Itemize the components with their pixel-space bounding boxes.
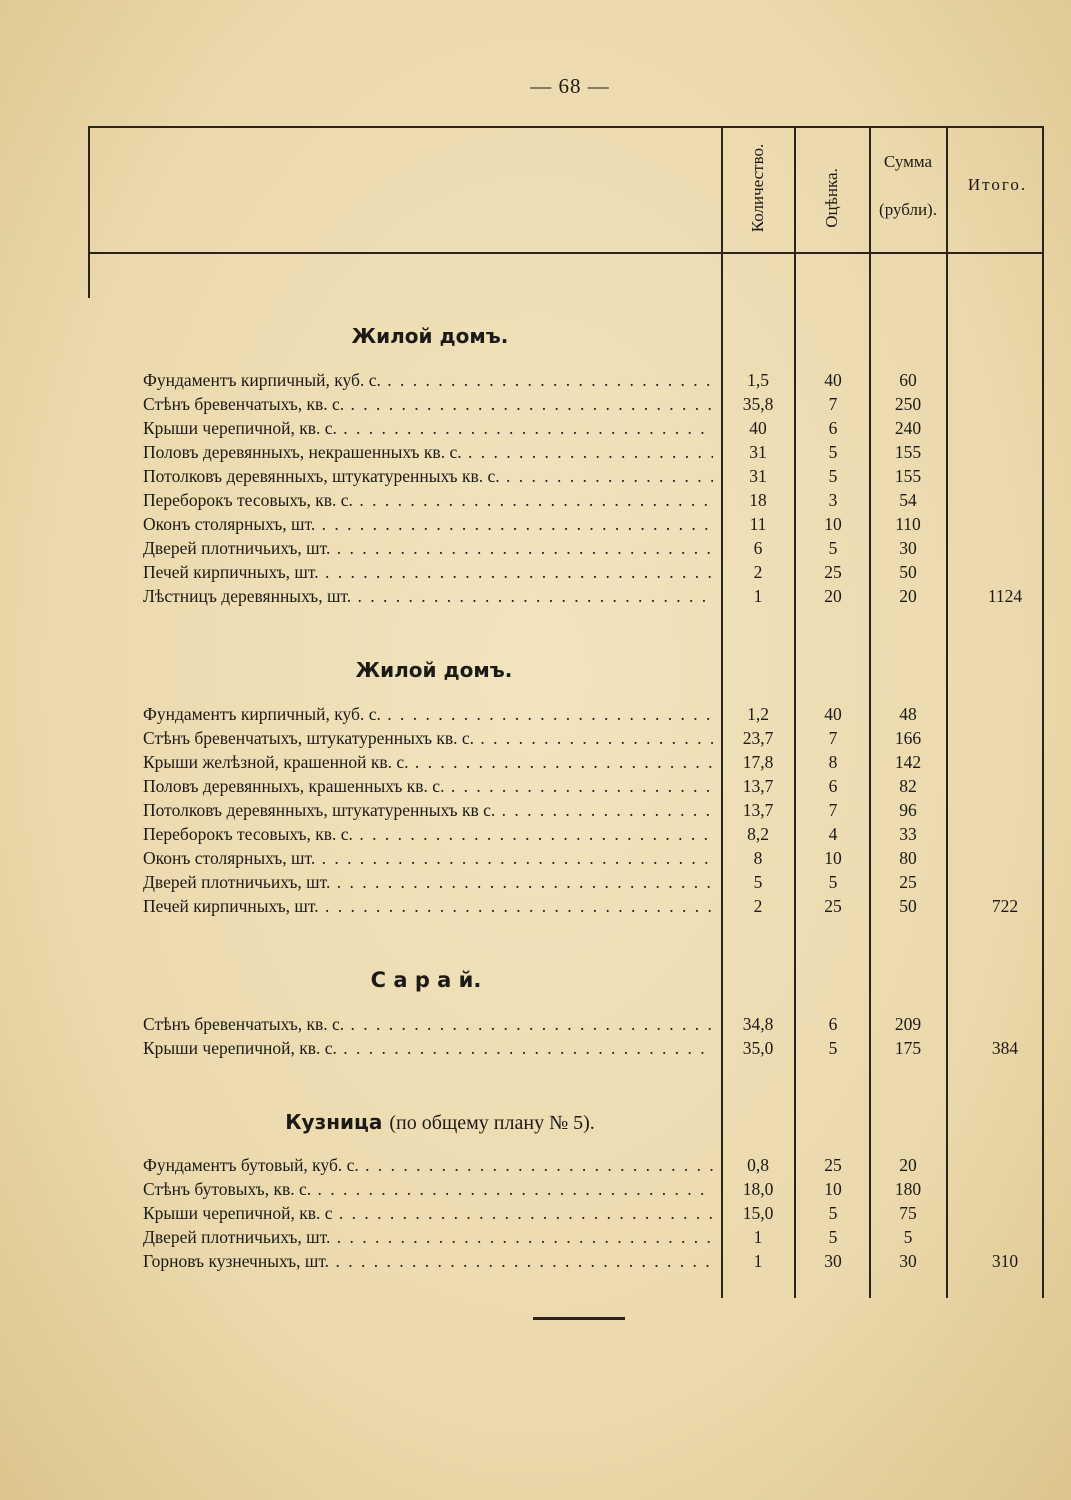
estimate-value: 6 <box>828 776 838 796</box>
estimate-value: 5 <box>828 442 838 462</box>
quantity-value: 5 <box>753 872 763 892</box>
estimate-value: 40 <box>824 704 842 724</box>
quantity-value: 40 <box>749 418 767 438</box>
sum-value: 175 <box>894 1038 922 1058</box>
sum-value: 110 <box>895 514 921 534</box>
sum-value: 80 <box>899 848 917 868</box>
section-title-note: (по общему плану № 5). <box>389 1112 595 1134</box>
table-row <box>0 824 1071 848</box>
quantity-value: 31 <box>749 442 767 462</box>
estimate-value: 25 <box>824 562 842 582</box>
quantity-value: 13,7 <box>742 800 774 820</box>
table-row <box>0 1251 1071 1275</box>
table-row <box>0 538 1071 562</box>
table-row <box>0 896 1071 920</box>
quantity-value: 35,8 <box>742 394 774 414</box>
estimate-value: 5 <box>828 1227 838 1247</box>
section-title: Жилой домъ. <box>351 324 509 348</box>
item-name: Фундаментъ кирпичный, куб. с. . . . <box>143 704 713 725</box>
sum-value: 166 <box>894 728 922 748</box>
table-row <box>0 1203 1071 1227</box>
estimate-value: 5 <box>828 872 838 892</box>
estimate-value: 7 <box>828 800 838 820</box>
estimate-value: 7 <box>828 728 838 748</box>
estimate-value: 20 <box>824 586 842 606</box>
table-row <box>0 1038 1071 1062</box>
estimate-value: 7 <box>828 394 838 414</box>
item-name: Печей кирпичныхъ, шт. . . . <box>143 562 713 583</box>
closing-rule <box>533 1317 625 1320</box>
quantity-value: 11 <box>749 514 767 534</box>
table-row <box>0 562 1071 586</box>
quantity-value: 1 <box>753 1251 763 1271</box>
quantity-value: 6 <box>753 538 763 558</box>
sum-value: 96 <box>899 800 917 820</box>
item-name: Переборокъ тесовыхъ, кв. с. . . . <box>143 824 713 845</box>
item-name: Стѣнъ бревенчатыхъ, кв. с. . . . <box>143 1014 713 1035</box>
quantity-value: 34,8 <box>742 1014 774 1034</box>
item-name: Крыши желѣзной, крашенной кв. с. . . . <box>143 752 713 773</box>
estimate-value: 5 <box>828 1203 838 1223</box>
sum-value: 33 <box>899 824 917 844</box>
sum-value: 142 <box>894 752 922 772</box>
table-row <box>0 1227 1071 1251</box>
quantity-value: 23,7 <box>742 728 774 748</box>
quantity-value: 2 <box>753 896 763 916</box>
table-row <box>0 1014 1071 1038</box>
section-title: С а р а й. <box>370 968 482 992</box>
item-name: Оконъ столярныхъ, шт. . . . <box>143 848 713 869</box>
item-name: Переборокъ тесовыхъ, кв. с. . . . <box>143 490 713 511</box>
quantity-value: 15,0 <box>742 1203 774 1223</box>
sum-value: 25 <box>899 872 917 892</box>
page-number: — 68 — <box>530 74 610 98</box>
quantity-value: 1,5 <box>747 370 769 390</box>
table-row <box>0 800 1071 824</box>
sum-value: 60 <box>899 370 917 390</box>
total-value: 722 <box>991 896 1019 916</box>
header-sum-line2: (рубли). <box>879 200 937 219</box>
header-quantity: Количество. <box>748 143 767 233</box>
header-total: Итого. <box>967 175 1028 194</box>
item-name: Дверей плотничьихъ, шт. . . . <box>143 872 713 893</box>
item-name: Стѣнъ бревенчатыхъ, кв. с. . . . <box>143 394 713 415</box>
quantity-value: 8 <box>753 848 763 868</box>
quantity-value: 31 <box>749 466 767 486</box>
item-name: Лѣстницъ деревянныхъ, шт. . . . <box>143 586 713 607</box>
quantity-value: 17,8 <box>742 752 774 772</box>
table-row <box>0 728 1071 752</box>
sum-value: 48 <box>899 704 917 724</box>
estimate-value: 5 <box>828 1038 838 1058</box>
sum-value: 250 <box>894 394 922 414</box>
sum-value: 30 <box>899 1251 917 1271</box>
table-top-rule <box>88 126 1043 128</box>
sum-value: 20 <box>899 586 917 606</box>
header-sum-line1: Сумма <box>883 152 933 171</box>
table-row <box>0 1179 1071 1203</box>
table-left-rule <box>88 126 90 298</box>
estimate-value: 5 <box>828 538 838 558</box>
item-name: Стѣнъ бутовыхъ, кв. с. . . . <box>143 1179 713 1200</box>
estimate-value: 30 <box>824 1251 842 1271</box>
quantity-value: 2 <box>753 562 763 582</box>
estimate-value: 6 <box>828 418 838 438</box>
estimate-value: 3 <box>828 490 838 510</box>
estimate-value: 10 <box>824 1179 842 1199</box>
table-row <box>0 514 1071 538</box>
estimate-value: 5 <box>828 466 838 486</box>
estimate-value: 8 <box>828 752 838 772</box>
sum-value: 50 <box>899 896 917 916</box>
item-name: Половъ деревянныхъ, крашенныхъ кв. с. . . . <box>143 776 713 797</box>
sum-value: 180 <box>894 1179 922 1199</box>
sum-value: 209 <box>894 1014 922 1034</box>
sum-value: 75 <box>899 1203 917 1223</box>
sum-value: 240 <box>894 418 922 438</box>
quantity-value: 8,2 <box>747 824 769 844</box>
item-name: Крыши черепичной, кв. с . . . <box>143 1203 713 1224</box>
sum-value: 54 <box>899 490 917 510</box>
item-name: Половъ деревянныхъ, некрашенныхъ кв. с. . . . <box>143 442 713 463</box>
quantity-value: 18,0 <box>742 1179 774 1199</box>
quantity-value: 18 <box>749 490 767 510</box>
sum-value: 155 <box>894 442 922 462</box>
sum-value: 50 <box>899 562 917 582</box>
sum-value: 82 <box>899 776 917 796</box>
total-value: 310 <box>991 1251 1019 1271</box>
section-title: Жилой домъ. <box>355 658 513 682</box>
table-row <box>0 442 1071 466</box>
quantity-value: 1 <box>753 586 763 606</box>
quantity-value: 13,7 <box>742 776 774 796</box>
item-name: Стѣнъ бревенчатыхъ, штукатуренныхъ кв. с. . . . <box>143 728 713 749</box>
item-name: Дверей плотничьихъ, шт. . . . <box>143 1227 713 1248</box>
table-row <box>0 752 1071 776</box>
item-name: Фундаментъ бутовый, куб. с. . . . <box>143 1155 713 1176</box>
sum-value: 155 <box>894 466 922 486</box>
table-row <box>0 1155 1071 1179</box>
quantity-value: 1 <box>753 1227 763 1247</box>
estimate-value: 25 <box>824 1155 842 1175</box>
sum-value: 20 <box>899 1155 917 1175</box>
table-row <box>0 370 1071 394</box>
item-name: Печей кирпичныхъ, шт. . . . <box>143 896 713 917</box>
estimate-value: 25 <box>824 896 842 916</box>
item-name: Дверей плотничьихъ, шт. . . . <box>143 538 713 559</box>
table-row <box>0 586 1071 610</box>
estimate-value: 10 <box>824 514 842 534</box>
total-value: 384 <box>991 1038 1019 1058</box>
estimate-value: 10 <box>824 848 842 868</box>
item-name: Горновъ кузнечныхъ, шт. . . . <box>143 1251 713 1272</box>
total-value: 1124 <box>987 586 1023 606</box>
table-row <box>0 418 1071 442</box>
quantity-value: 0,8 <box>747 1155 769 1175</box>
header-estimate: Оцѣнка. <box>822 168 841 228</box>
item-name: Оконъ столярныхъ, шт. . . . <box>143 514 713 535</box>
section-title <box>230 1110 650 1135</box>
table-row <box>0 848 1071 872</box>
table-row <box>0 704 1071 728</box>
table-row <box>0 394 1071 418</box>
table-row <box>0 776 1071 800</box>
table-row <box>0 872 1071 896</box>
item-name: Фундаментъ кирпичный, куб. с. . . . <box>143 370 713 391</box>
quantity-value: 1,2 <box>747 704 769 724</box>
table-row <box>0 466 1071 490</box>
header-bottom-rule <box>88 252 1043 254</box>
item-name: Потолковъ деревянныхъ, штукатуренныхъ кв. с. . . . <box>143 466 713 487</box>
sum-value: 30 <box>899 538 917 558</box>
item-name: Крыши черепичной, кв. с. . . . <box>143 418 713 439</box>
sum-value: 5 <box>903 1227 913 1247</box>
estimate-value: 6 <box>828 1014 838 1034</box>
estimate-value: 4 <box>828 824 838 844</box>
estimate-value: 40 <box>824 370 842 390</box>
section-title-text: Кузница <box>285 1110 383 1134</box>
quantity-value: 35,0 <box>742 1038 774 1058</box>
item-name: Крыши черепичной, кв. с. . . . <box>143 1038 713 1059</box>
item-name: Потолковъ деревянныхъ, штукатуренныхъ кв с. . . . <box>143 800 713 821</box>
table-row <box>0 490 1071 514</box>
